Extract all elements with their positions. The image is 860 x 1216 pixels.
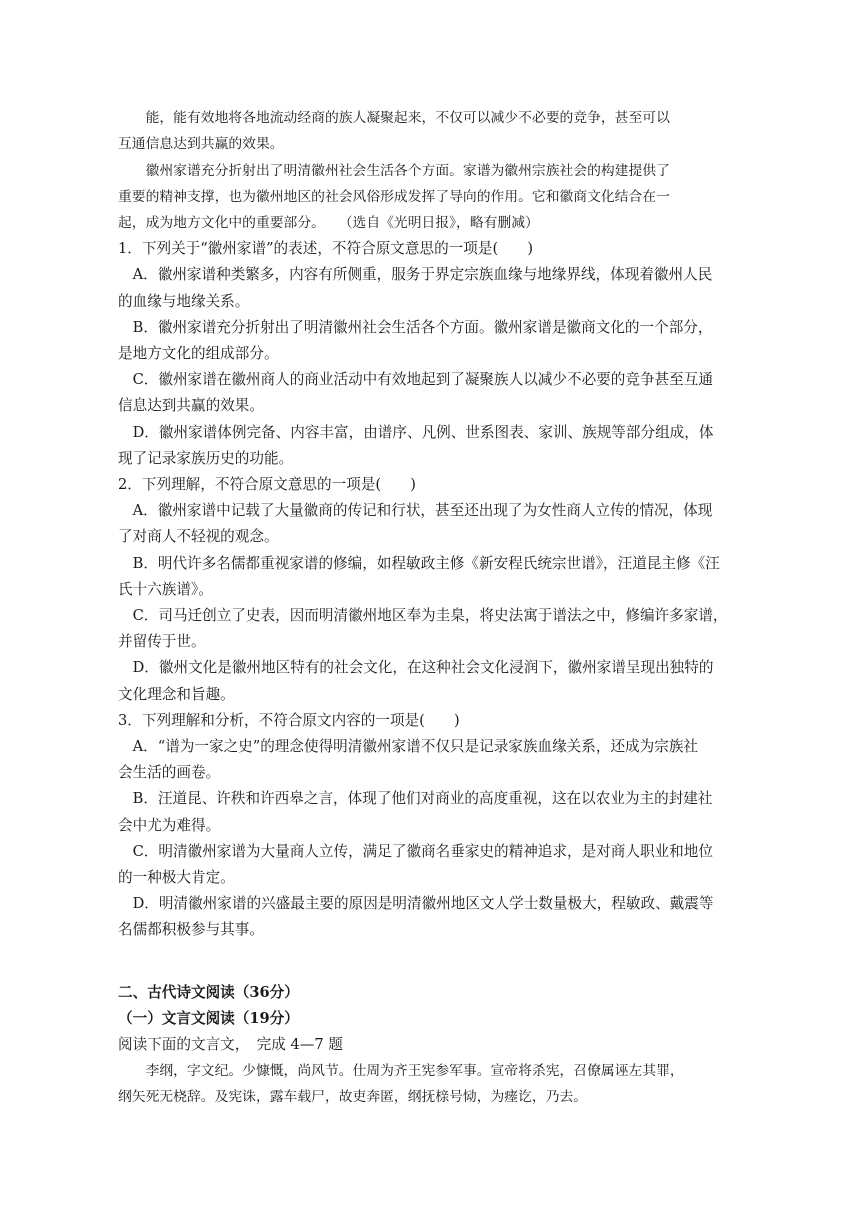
text-line: C．徽州家谱在徽州商人的商业活动中有效地起到了凝聚族人以减少不必要的竞争甚至互通 (118, 371, 713, 388)
text-line: 起，成为地方文化中的重要部分。 （选自《光明日报》，略有删减） (118, 215, 539, 231)
subsection-heading: （一）文言文阅读（19分） (118, 1010, 299, 1027)
text-line: 3．下列理解和分析，不符合原文内容的一项是( ) (118, 712, 460, 729)
text-line: D．徽州家谱体例完备、内容丰富，由谱序、凡例、世系图表、家训、族规等部分组成，体 (118, 424, 714, 441)
text-line: 互通信息达到共赢的效果。 (118, 136, 284, 152)
text-line: B．徽州家谱充分折射出了明清徽州社会生活各个方面。徽州家谱是徽商文化的一个部分， (118, 319, 713, 336)
passage-line: 李纲，字文纪。少慷慨，尚风节。仕周为齐王宪参军事。宣帝将杀宪，召僚属诬左其罪， (118, 1063, 684, 1079)
text-line: 信息达到共赢的效果。 (118, 397, 264, 414)
text-line: A．“谱为一家之史”的理念使得明清徽州家谱不仅只是记录家族血缘关系，还成为宗族社 (118, 738, 699, 755)
text-line: 1．下列关于“徽州家谱”的表述，不符合原文意思的一项是( ) (118, 240, 534, 257)
text-line: 了对商人不轻视的观念。 (118, 528, 279, 545)
text-line: 会生活的画卷。 (118, 764, 221, 781)
text-line: 现了记录家族历史的功能。 (118, 450, 294, 467)
text-line: 的血缘与地缘关系。 (118, 293, 250, 310)
section-heading: 二、古代诗文阅读（36分） (118, 984, 299, 1001)
text-line: 会中尤为难得。 (118, 817, 221, 834)
text-line: D．徽州文化是徽州地区特有的社会文化，在这种社会文化浸润下，徽州家谱呈现出独特的 (118, 659, 714, 676)
text-line: 文化理念和旨趣。 (118, 686, 235, 703)
text-line: 徽州家谱充分折射出了明清徽州社会生活各个方面。家谱为徽州宗族社会的构建提供了 (118, 163, 670, 179)
text-line: A．徽州家谱中记载了大量徽商的传记和行状，甚至还出现了为女性商人立传的情况，体现 (118, 502, 713, 519)
text-line: C．明清徽州家谱为大量商人立传，满足了徽商名垂家史的精神追求，是对商人职业和地位 (118, 843, 713, 860)
text-line: 能，能有效地将各地流动经商的族人凝聚起来，不仅可以减少不必要的竞争，甚至可以 (118, 110, 670, 126)
text-line: B．明代许多名儒都重视家谱的修编，如程敏政主修《新安程氏统宗世谱》，汪道昆主修《汪 (118, 555, 720, 572)
passage-line: 纲矢死无桡辞。及宪诛，露车载尸，故吏奔匿，纲抚榇号恸，为瘗讫，乃去。 (118, 1089, 588, 1105)
text-line: 重要的精神支撑，也为徽州地区的社会风俗形成发挥了导向的作用。它和徽商文化结合在一 (118, 189, 670, 205)
text-line: 名儒都积极参与其事。 (118, 921, 264, 938)
text-line: C．司马迁创立了史表，因而明清徽州地区奉为圭臬，将史法寓于谱法之中，修编许多家谱， (118, 607, 728, 624)
text-line: 的一种极大肯定。 (118, 869, 235, 886)
text-line: 是地方文化的组成部分。 (118, 345, 279, 362)
text-line: D．明清徽州家谱的兴盛最主要的原因是明清徽州地区文人学士数量极大，程敏政、戴震等 (118, 895, 714, 912)
text-line: A．徽州家谱种类繁多，内容有所侧重，服务于界定宗族血缘与地缘界线，体现着徽州人民 (118, 266, 713, 283)
text-line: 并留传于世。 (118, 633, 206, 650)
text-line: 氏十六族谱》。 (118, 581, 213, 598)
instruction-line: 阅读下面的文言文， 完成 4—7 题 (118, 1036, 343, 1053)
text-line: B．汪道昆、许秩和许西皋之言，体现了他们对商业的高度重视，这在以农业为主的封建社 (118, 790, 713, 807)
text-line: 2．下列理解，不符合原文意思的一项是( ) (118, 476, 416, 493)
